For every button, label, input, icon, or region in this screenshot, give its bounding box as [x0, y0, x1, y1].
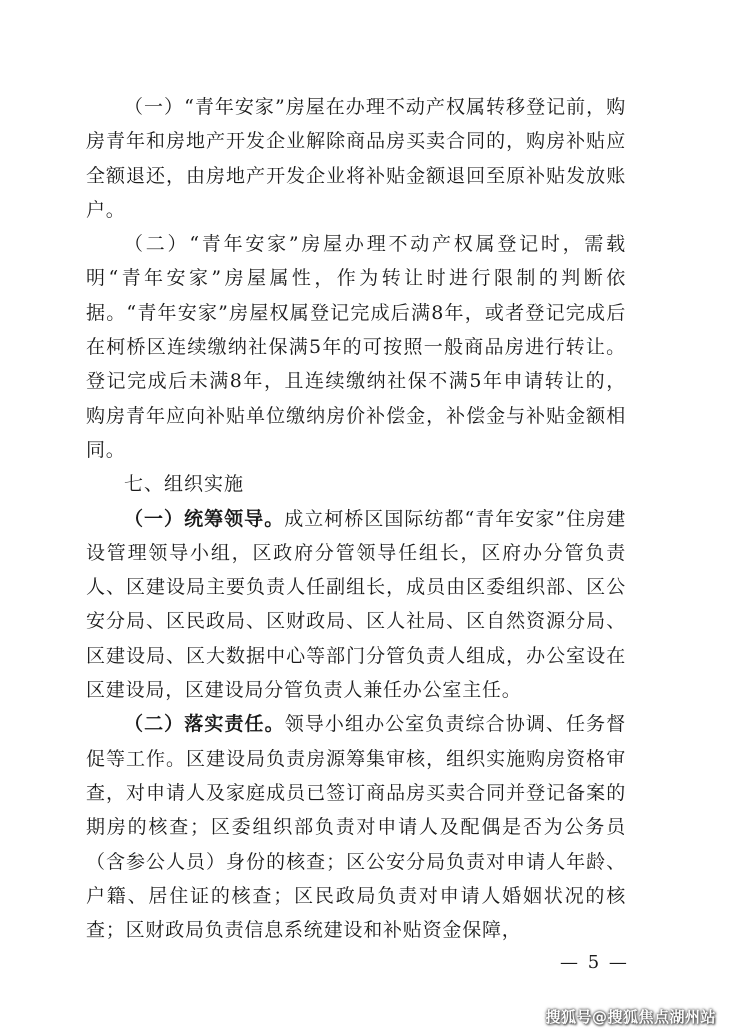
lead-overall-leadership: （一）统筹领导。	[124, 507, 285, 530]
section-heading-organization: 七、组织实施	[124, 473, 245, 496]
page-number: — 5 —	[560, 952, 629, 973]
document-body	[86, 90, 626, 947]
body-overall-leadership: 成立柯桥区国际纺都“青年安家”住房建设管理领导小组，区政府分管领导任组长，区府办分管负责人、区建设局主要负责人任副组长，成员由区委组织部、区公安分局、区民政局、区财政局、区人社局、区自然资源分局、区建设局、区大数据中心等部门分管负责人组成，办公室设在区建设局，区建设局分管负责人兼任办公室主任。	[86, 507, 626, 702]
lead-implement-responsibility: （二）落实责任。	[124, 713, 285, 736]
paragraph-property-attribute: （二）“青年安家”房屋办理不动产权属登记时，需载明“青年安家”房屋属性，作为转让时进行限制的判断依据。“青年安家”房屋权属登记完成后满8年，或者登记完成后在柯桥区连续缴纳社保满5年的可按照一般商品房进行转让。登记完成后未满8年，且连续缴纳社保不满5年申请转让的，购房青年应向补贴单位缴纳房价补偿金，补偿金与补贴金额相同。	[86, 233, 626, 461]
watermark: 搜狐号@搜狐焦点湖州站	[545, 1008, 716, 1026]
paragraph-overall-leadership	[86, 502, 626, 708]
paragraph-implement-responsibility	[86, 707, 626, 947]
body-implement-responsibility: 领导小组办公室负责综合协调、任务督促等工作。区建设局负责房源筹集审核，组织实施购房资格审查，对申请人及家庭成员已签订商品房买卖合同并登记备案的期房的核查；区委组织部负责对申请人及配偶是否为公务员（含参公人员）身份的核查；区公安分局负责对申请人年龄、户籍、居住证的核查；区民政局负责对申请人婚姻状况的核查；区财政局负责信息系统建设和补贴资金保障，	[86, 713, 626, 942]
paragraph-refund-before-transfer: （一）“青年安家”房屋在办理不动产权属转移登记前，购房青年和房地产开发企业解除商品房买卖合同的，购房补贴应全额退还，由房地产开发企业将补贴金额退回至原补贴发放账户。	[86, 96, 626, 221]
